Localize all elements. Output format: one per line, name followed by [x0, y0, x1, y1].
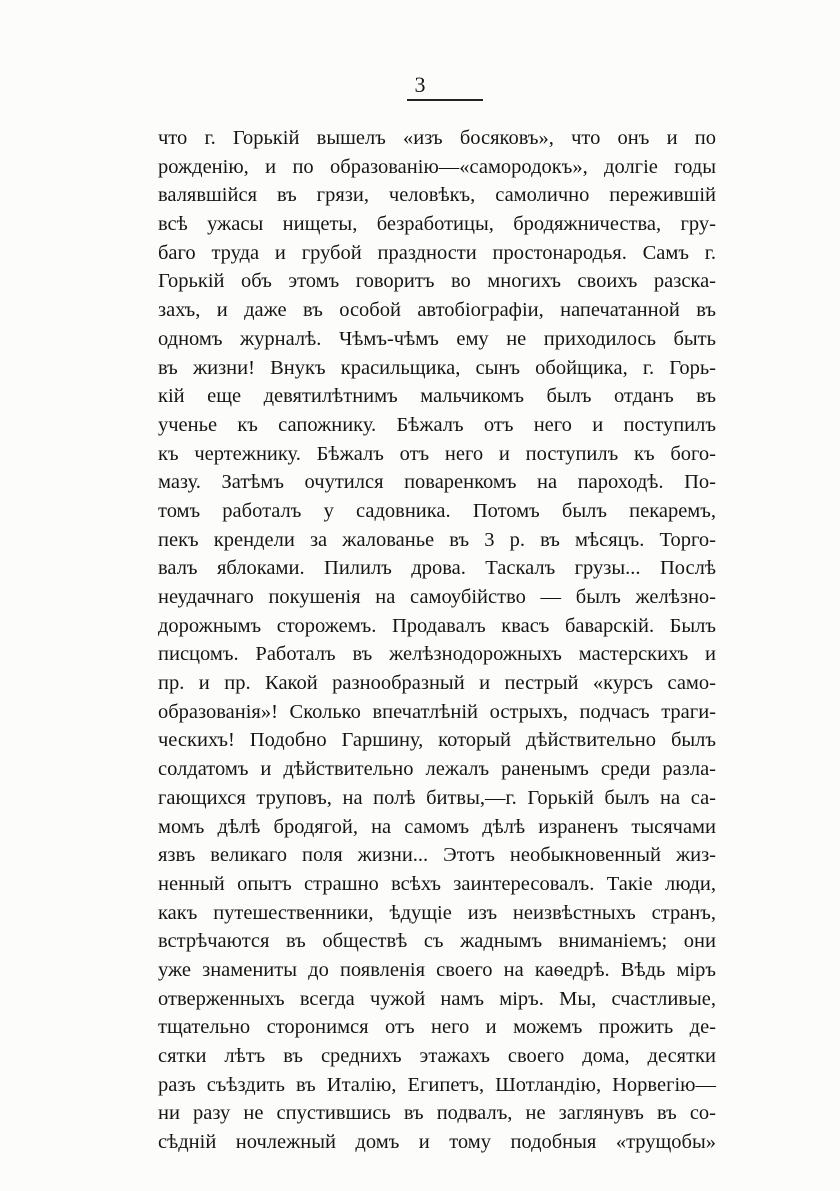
text-line: мазу. Затѣмъ очутился поваренкомъ на пароходѣ. По- [158, 471, 716, 494]
text-line: къ чертежнику. Бѣжалъ отъ него и поступилъ къ бого- [158, 442, 716, 465]
text-line: разъ съѣздить въ Италію, Египетъ, Шотландію, Норвегію— [158, 1073, 716, 1096]
text-line: въ жизни! Внукъ красильщика, сынъ обойщика, г. Горь- [158, 356, 716, 379]
text-line: образованія»! Сколько впечатлѣній острыхъ, подчасъ траги- [158, 700, 716, 723]
body-text [158, 124, 716, 1157]
text-line: отверженныхъ всегда чужой намъ міръ. Мы, счастливые, [158, 987, 716, 1010]
text-line: пр. и пр. Какой разнообразный и пестрый «курсъ само- [158, 672, 716, 695]
text-line: уже знамениты до появленія своего на каѳедрѣ. Вѣдь міръ [158, 958, 716, 981]
text-line: кій еще девятилѣтнимъ мальчикомъ былъ отданъ въ [158, 385, 716, 408]
text-line: валявшійся въ грязи, человѣкъ, самолично пережившій [158, 184, 716, 207]
text-line: захъ, и даже въ особой автобіографіи, напечатанной въ [158, 299, 716, 322]
text-line: ни разу не спустившись въ подвалъ, не заглянувъ въ со- [158, 1102, 716, 1125]
text-line: баго труда и грубой праздности простонародья. Самъ г. [158, 241, 716, 264]
text-line: какъ путешественники, ѣдущіе изъ неизвѣстныхъ странъ, [158, 901, 716, 924]
text-line: ческихъ! Подобно Гаршину, который дѣйствительно былъ [158, 729, 716, 752]
text-line: тщательно сторонимся отъ него и можемъ прожить де- [158, 1016, 716, 1039]
text-line: сѣдній ночлежный домъ и тому подобныя «трущобы» [158, 1131, 716, 1154]
header-rule [407, 99, 483, 101]
text-line: писцомъ. Работалъ въ желѣзнодорожныхъ мастерскихъ и [158, 643, 716, 666]
text-line: всѣ ужасы нищеты, безработицы, бродяжничества, гру- [158, 213, 716, 236]
text-line: валъ яблоками. Пилилъ дрова. Таскалъ грузы... Послѣ [158, 557, 716, 580]
text-line: встрѣчаются въ обществѣ съ жаднымъ вниманіемъ; они [158, 930, 716, 953]
text-line: солдатомъ и дѣйствительно лежалъ раненымъ среди разла- [158, 758, 716, 781]
text-line: томъ работалъ у садовника. Потомъ былъ пекаремъ, [158, 499, 716, 522]
text-line: что г. Горькій вышелъ «изъ босяковъ», что онъ и по [158, 127, 716, 149]
text-line: сятки лѣтъ въ среднихъ этажахъ своего дома, десятки [158, 1045, 716, 1067]
text-line: Горькій объ этомъ говоритъ во многихъ своихъ разска- [158, 270, 716, 293]
text-line: неудачнаго покушенія на самоубійство — былъ желѣзно- [158, 586, 716, 608]
text-line: ненный опытъ страшно всѣхъ заинтересовалъ. Такіе люди, [158, 872, 716, 895]
text-line: одномъ журналѣ. Чѣмъ-чѣмъ ему не приходилось быть [158, 327, 716, 350]
text-line: пекъ крендели за жалованье въ 3 р. въ мѣсяцъ. Торго- [158, 528, 716, 551]
text-line: язвъ великаго поля жизни... Этотъ необыкновенный жиз- [158, 844, 716, 867]
text-line: ученье къ сапожнику. Бѣжалъ отъ него и поступилъ [158, 413, 716, 436]
text-line: гающихся труповъ, на полѣ битвы,—г. Горькій былъ на са- [158, 786, 716, 809]
page-number: 3 [414, 72, 426, 97]
text-line: момъ дѣлѣ бродягой, на самомъ дѣлѣ израненъ тысячами [158, 815, 716, 838]
text-line: рожденію, и по образованію—«самородокъ», долгіе годы [158, 155, 716, 178]
text-line: дорожнымъ сторожемъ. Продавалъ квасъ баварскій. Былъ [158, 614, 716, 637]
